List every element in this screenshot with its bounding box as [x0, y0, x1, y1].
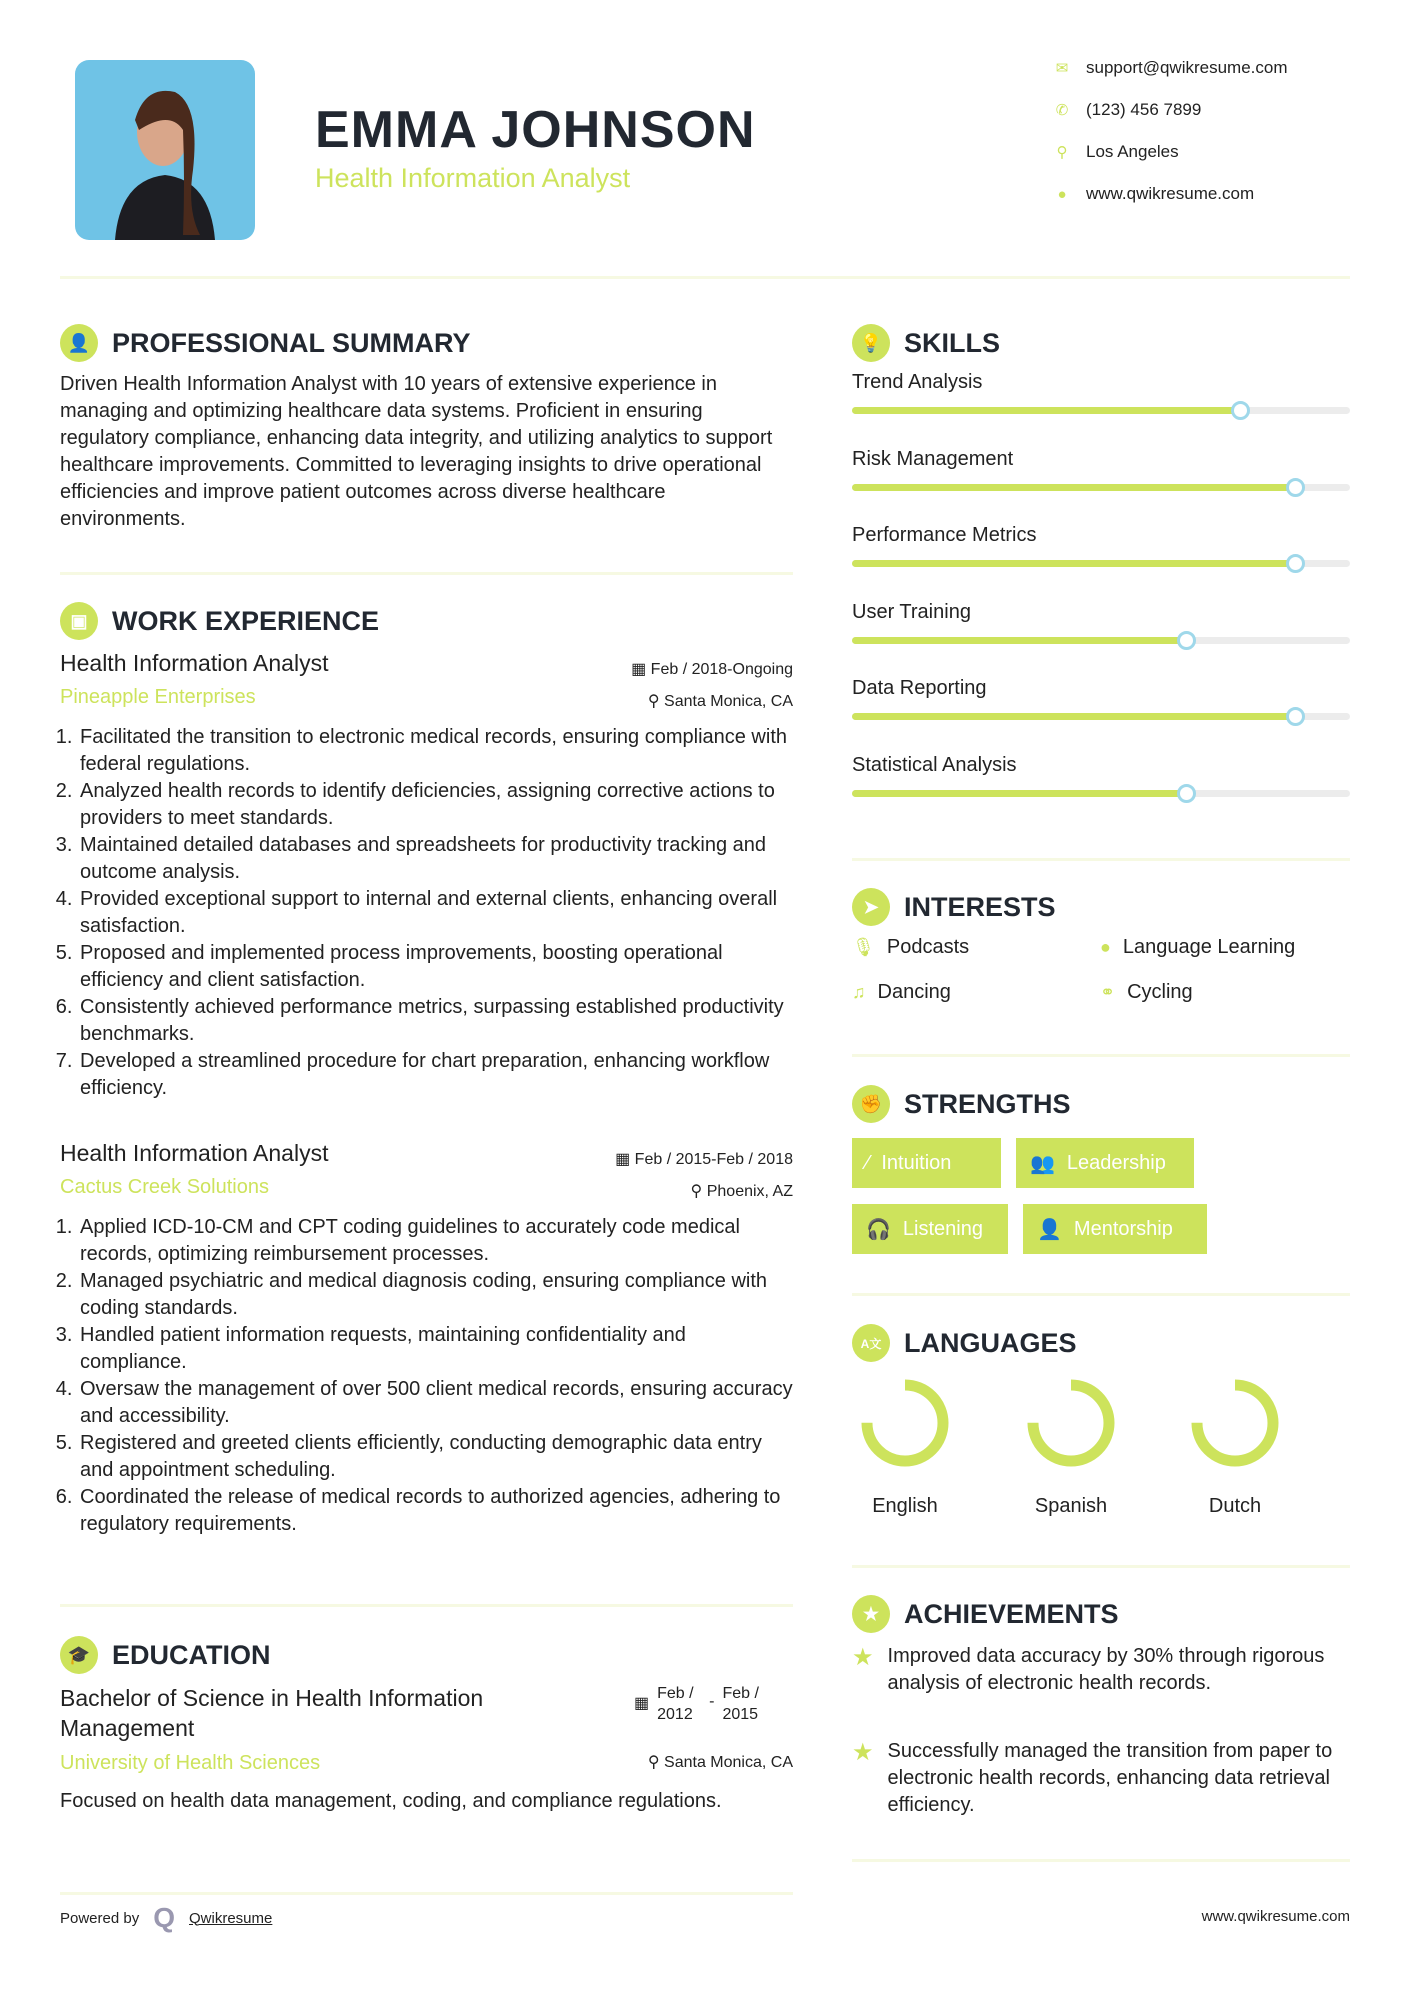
skill-fill — [852, 484, 1295, 491]
skill-item — [852, 524, 1350, 547]
education-title: EDUCATION — [112, 1639, 271, 1670]
strength-tag — [852, 1204, 1008, 1254]
list-item: 6. Consistently achieved performance metrics, surpassing established productivity benchmarks. — [78, 994, 793, 1048]
globe-icon: ● — [1057, 185, 1067, 203]
language-name: Spanish — [1034, 1495, 1108, 1517]
school-name: University of Health Sciences — [60, 1752, 321, 1774]
skill-item — [852, 601, 1350, 624]
skill-bar — [852, 713, 1350, 720]
interest-label: Cycling — [1127, 981, 1193, 1003]
divider — [60, 1604, 793, 1607]
achievement-text: Improved data accuracy by 30% through rigorous analysis of electronic health records. — [887, 1645, 1325, 1694]
job-title: Health Information Analyst — [60, 650, 329, 676]
start-date: Feb / 2012 — [657, 1685, 694, 1723]
headphones-icon: 🎧 — [866, 1218, 891, 1241]
skills-title: SKILLS — [904, 327, 1001, 358]
location-text: Santa Monica, CA — [664, 693, 793, 710]
email-text: support@qwikresume.com — [1086, 58, 1288, 77]
strength-label: Intuition — [881, 1151, 952, 1174]
skill-knob — [1231, 401, 1250, 420]
calendar-icon: ▦ — [631, 661, 651, 678]
skill-bar — [852, 637, 1350, 644]
job-entry — [60, 1140, 793, 1538]
calendar-icon: ▦ — [615, 1151, 635, 1168]
interests-heading — [852, 888, 1056, 926]
skill-knob — [1177, 784, 1196, 803]
contact-website[interactable] — [1052, 184, 1254, 204]
divider — [852, 1565, 1350, 1568]
strength-label: Mentorship — [1073, 1217, 1173, 1240]
skill-name: Data Reporting — [852, 677, 987, 699]
strengths-heading — [852, 1085, 1071, 1123]
skill-fill — [852, 637, 1186, 644]
website-text: www.qwikresume.com — [1086, 184, 1255, 203]
skill-item — [852, 448, 1350, 471]
interest-item — [1100, 981, 1193, 1004]
contact-email[interactable] — [1052, 58, 1288, 78]
summary-title: PROFESSIONAL SUMMARY — [112, 327, 471, 358]
skill-name: Trend Analysis — [852, 371, 983, 393]
skill-item — [852, 677, 1350, 700]
skill-bar — [852, 407, 1350, 414]
job-entry — [60, 650, 793, 1102]
list-item: 6. Coordinated the release of medical records to authorized agencies, adhering to regulatory requirements. — [78, 1484, 793, 1538]
pin-icon: ⚲ — [690, 1183, 707, 1200]
language-item — [840, 1378, 970, 1518]
company-name: Cactus Creek Solutions — [60, 1176, 269, 1198]
divider — [60, 572, 793, 575]
divider — [852, 1859, 1350, 1862]
header-divider — [60, 276, 1350, 279]
music-icon: ♫ — [852, 982, 866, 1002]
calendar-icon: ▦ — [634, 1695, 650, 1712]
phone-icon: ✆ — [1055, 102, 1069, 119]
skill-knob — [1286, 554, 1305, 573]
candidate-title: Health Information Analyst — [315, 163, 631, 193]
qwikresume-logo-icon: Q — [153, 1902, 175, 1933]
bicycle-icon: ⚭ — [1100, 982, 1116, 1002]
strength-tag — [852, 1138, 1001, 1188]
language-item — [1170, 1378, 1300, 1518]
user-plus-icon: 👤 — [1037, 1218, 1062, 1241]
skills-heading — [852, 324, 1000, 362]
language-ring — [840, 1378, 970, 1468]
skill-bar — [852, 790, 1350, 797]
job-location — [691, 1181, 793, 1201]
candidate-name: EMMA JOHNSON — [315, 101, 756, 159]
phone-text: (123) 456 7899 — [1086, 100, 1202, 119]
globe-icon: ● — [1100, 937, 1111, 957]
education-text: Focused on health data management, coding, and compliance regulations. — [60, 1790, 722, 1812]
skill-bar — [852, 484, 1350, 491]
skill-item — [852, 371, 1350, 394]
job-duties — [60, 724, 793, 1102]
job-location — [648, 691, 793, 711]
list-item: 1. Facilitated the transition to electronic medical records, ensuring compliance with federal regulations. — [78, 724, 793, 778]
skill-name: Performance Metrics — [852, 524, 1037, 546]
language-ring — [1006, 1378, 1136, 1468]
skill-fill — [852, 560, 1295, 567]
interest-label: Language Learning — [1122, 936, 1296, 958]
user-icon: 👤 — [60, 324, 98, 362]
strength-tag — [1016, 1138, 1194, 1188]
interest-item — [1100, 936, 1295, 959]
language-name: English — [872, 1495, 938, 1517]
map-pin-icon: ⚲ — [1056, 144, 1068, 161]
location-text: Santa Monica, CA — [664, 1754, 793, 1771]
divider — [852, 1293, 1350, 1296]
skill-knob — [1286, 707, 1305, 726]
footer-powered — [60, 1902, 272, 1934]
date-separator: - — [709, 1693, 715, 1710]
star-icon: ★ — [852, 1739, 874, 1766]
skill-knob — [1177, 631, 1196, 650]
lightbulb-icon: 💡 — [852, 324, 890, 362]
star-icon: ★ — [852, 1644, 874, 1671]
achievements-heading — [852, 1595, 1119, 1633]
interest-item — [852, 936, 969, 959]
language-ring — [1170, 1378, 1300, 1468]
strength-label: Listening — [902, 1217, 983, 1240]
company-name: Pineapple Enterprises — [60, 686, 256, 708]
strengths-title: STRENGTHS — [904, 1088, 1071, 1119]
paper-plane-icon: ➤ — [852, 888, 890, 926]
footer-site[interactable]: www.qwikresume.com — [1201, 1908, 1350, 1925]
achievements-title: ACHIEVEMENTS — [904, 1598, 1119, 1629]
job-date — [615, 1149, 793, 1169]
achievement-item — [852, 1738, 1350, 1819]
contact-location — [1052, 142, 1179, 162]
skill-name: Risk Management — [852, 447, 1014, 470]
experience-title: WORK EXPERIENCE — [112, 605, 380, 636]
skill-fill — [852, 407, 1240, 414]
summary-text: Driven Health Information Analyst with 10 years of extensive experience in managing and optimizing healthcare data systems. Proficient in ensuring regulatory compliance, enhancing data integrity, and utilizing analytics to support healthcare improvements. Committed to leveraging insights to drive operational efficiencies and improve patient outcomes across diverse healthcare environments. — [60, 373, 773, 530]
list-item: 5. Registered and greeted clients efficiently, conducting demographic data entry and appointment scheduling. — [78, 1430, 793, 1484]
list-item: 3. Maintained detailed databases and spreadsheets for productivity tracking and outcome analysis. — [78, 832, 793, 886]
achievement-text: Successfully managed the transition from paper to electronic health records, enhancing data retrieval efficiency. — [887, 1740, 1333, 1816]
fist-icon: ✊ — [852, 1085, 890, 1123]
interest-label: Dancing — [877, 981, 951, 1003]
brand-link[interactable]: Qwikresume — [189, 1909, 273, 1927]
users-icon: 👥 — [1030, 1152, 1055, 1175]
trophy-icon: ★ — [852, 1595, 890, 1633]
skill-bar — [852, 560, 1350, 567]
languages-heading — [852, 1324, 1077, 1362]
pin-icon: ⚲ — [647, 693, 665, 710]
date-text: Feb / 2015-Feb / 2018 — [634, 1151, 793, 1168]
list-item: 2. Analyzed health records to identify deficiencies, assigning corrective actions to providers to meet standards. — [78, 778, 793, 832]
briefcase-icon: ▣ — [60, 602, 98, 640]
skill-fill — [852, 713, 1295, 720]
graduate-icon: 🎓 — [60, 1636, 98, 1674]
job-duties — [60, 1214, 793, 1538]
interest-item — [852, 981, 951, 1004]
magic-wand-icon: ⁄ — [866, 1151, 870, 1174]
skill-name: Statistical Analysis — [852, 753, 1017, 776]
divider — [852, 1054, 1350, 1057]
pin-icon: ⚲ — [647, 1754, 665, 1771]
list-item: 5. Proposed and implemented process improvements, boosting operational efficiency and client satisfaction. — [78, 940, 793, 994]
location-text: Phoenix, AZ — [706, 1183, 793, 1200]
language-item — [1006, 1378, 1136, 1518]
interests-title: INTERESTS — [904, 891, 1056, 922]
skill-knob — [1286, 478, 1305, 497]
location-text: Los Angeles — [1086, 142, 1179, 161]
list-item: 7. Developed a streamlined procedure for chart preparation, enhancing workflow efficiency. — [78, 1048, 793, 1102]
education-dates — [634, 1683, 766, 1725]
microphone-icon: 🎙 — [852, 937, 875, 957]
language-name: Dutch — [1208, 1495, 1262, 1517]
education-heading — [60, 1636, 271, 1674]
list-item: 2. Managed psychiatric and medical diagnosis coding, ensuring compliance with coding standards. — [78, 1268, 793, 1322]
languages-title: LANGUAGES — [904, 1327, 1077, 1358]
skill-fill — [852, 790, 1186, 797]
language-icon: A文 — [852, 1324, 890, 1362]
list-item: 3. Handled patient information requests, maintaining confidentiality and compliance. — [78, 1322, 793, 1376]
degree: Bachelor of Science in Health Information Management — [60, 1685, 484, 1741]
strength-label: Leadership — [1066, 1151, 1166, 1174]
list-item: 4. Provided exceptional support to internal and external clients, enhancing overall satisfaction. — [78, 886, 793, 940]
achievement-item — [852, 1643, 1350, 1697]
strength-tag — [1023, 1204, 1207, 1254]
contact-phone — [1052, 100, 1201, 120]
list-item: 4. Oversaw the management of over 500 client medical records, ensuring accuracy and accessibility. — [78, 1376, 793, 1430]
experience-heading — [60, 602, 379, 640]
skill-item — [852, 754, 1350, 777]
envelope-icon: ✉ — [1055, 60, 1069, 77]
divider — [852, 858, 1350, 861]
divider — [60, 1892, 793, 1895]
job-date — [631, 659, 793, 679]
interest-label: Podcasts — [886, 936, 970, 958]
list-item: 1. Applied ICD-10-CM and CPT coding guidelines to accurately code medical records, optimizing reimbursement processes. — [78, 1214, 793, 1268]
summary-heading — [60, 324, 471, 362]
powered-by-text: Powered by — [60, 1909, 140, 1927]
job-title: Health Information Analyst — [60, 1140, 329, 1166]
end-date: Feb / 2015 — [722, 1685, 759, 1723]
profile-photo — [75, 60, 255, 240]
skill-name: User Training — [852, 600, 971, 623]
date-text: Feb / 2018-Ongoing — [650, 661, 793, 678]
education-location — [648, 1752, 793, 1772]
